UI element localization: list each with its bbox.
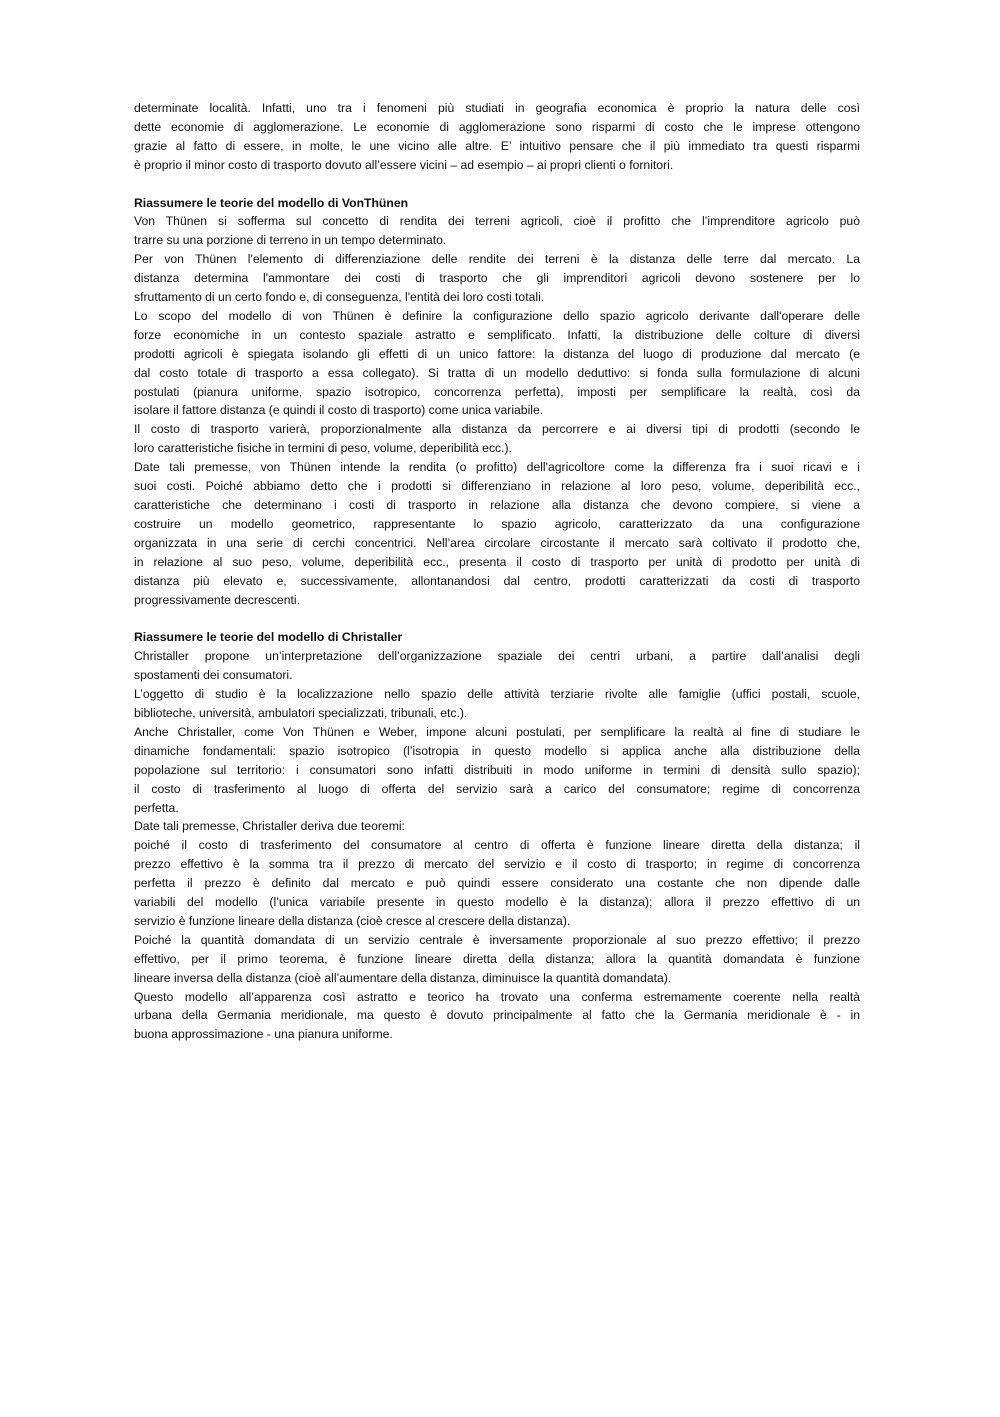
text-line: Questo modello all’apparenza così astratto e teorico ha trovato una conferma estremamente coerente nella realtà (134, 989, 860, 1004)
text-line: costruire un modello geometrico, rappresentante lo spazio agricolo, caratterizzato da una configurazione (134, 516, 860, 531)
text-line: isolare il fattore distanza (e quindi il costo di trasporto) come unica variabile. (134, 403, 544, 418)
text-line: determinate località. Infatti, uno tra i fenomeni più studiati in geografia economica è proprio la natura delle così (134, 101, 860, 115)
text-line: buona approssimazione - una pianura uniforme. (134, 1027, 393, 1042)
paragraph (134, 250, 860, 307)
text-line: Per von Thünen l'elemento di differenziazione delle rendite dei terreni è la distanza delle terre dal mercato. La (134, 252, 860, 267)
paragraph (134, 931, 860, 988)
paragraph (134, 836, 860, 931)
text-line: dinamiche fondamentali: spazio isotropico (l’isotropia in questo modello si applica anche alla distribuzione della (134, 743, 860, 758)
paragraph (134, 988, 860, 1045)
text-line: perfetta. (134, 800, 179, 815)
text-line: effettivo, per il primo teorema, è funzione lineare diretta della distanza; allora la quantità domandata è funzione (134, 951, 860, 966)
text-line: urbana della Germania meridionale, ma questo è dovuto principalmente al fatto che la Germania meridionale è - in (134, 1008, 860, 1023)
text-line: Anche Christaller, come Von Thünen e Weber, impone alcuni postulati, per semplificare la realtà al fine di studiare le (134, 724, 860, 739)
text-line: lineare inversa della distanza (cioè all’aumentare della distanza, diminuisce la quantità domandata). (134, 970, 672, 985)
text-line: L’oggetto di studio è la localizzazione nello spazio delle attività terziarie rivolte alle famiglie (uffici postali, scuole, (134, 687, 860, 702)
text-line: Poiché la quantità domandata di un servizio centrale è inversamente proporzionale al suo prezzo effettivo; il prezzo (134, 932, 860, 947)
section-christaller (134, 628, 860, 1044)
text-line: caratteristiche che determinano i costi di trasporto in relazione alla distanza che devono compiere, si viene a (134, 498, 860, 513)
text-line: distanza determina l'ammontare dei costi di trasporto che gli imprenditori agricoli devono sostenere per lo (134, 271, 860, 286)
text-line: trarre su una porzione di terreno in un tempo determinato. (134, 233, 447, 248)
text-line: perfetta il prezzo è definito dal mercato e può quindi essere considerato una costante che non dipende dalle (134, 876, 860, 891)
text-line: grazie al fatto di essere, in molte, le une vicino alle altre. E’ intuitivo pensare che il più immediato tra questi risparmi (134, 138, 860, 153)
text-line: variabili del modello (l’unica variabile presente in questo modello è la distanza); allora il prezzo effettivo di un (134, 895, 860, 910)
paragraph (134, 817, 860, 836)
text-line: poiché il costo di trasferimento del consumatore al centro di offerta è funzione lineare diretta della distanza; il (134, 838, 860, 853)
paragraph (134, 458, 860, 609)
paragraph (134, 647, 860, 685)
text-line: distanza più elevato e, successivamente, allontanandosi dal centro, prodotti caratterizzati da costi di trasporto (134, 573, 860, 588)
text-line: Il costo di trasporto varierà, proporzionalmente alla distanza da percorrere e ai diversi tipi di prodotti (secondo le (134, 422, 860, 437)
text-line: Date tali premesse, von Thünen intende la rendita (o profitto) dell'agricoltore come la differenza fra i suoi ricavi e i (134, 460, 860, 475)
text-line: è proprio il minor costo di trasporto dovuto all’essere vicini – ad esempio – ai propri clienti o fornitori. (134, 157, 674, 172)
section-von-thunen (134, 194, 860, 610)
text-line: forze economiche in un contesto spaziale astratto e semplificato. Infatti, la distribuzione delle colture di diversi (134, 327, 860, 342)
section-heading: Riassumere le teorie del modello di VonThünen (134, 195, 409, 210)
intro-paragraph (134, 99, 860, 175)
paragraph (134, 723, 860, 818)
text-line: postulati (pianura uniforme, spazio isotropico, concorrenza perfetta), imposti per semplificare la realtà, così da (134, 384, 860, 399)
text-line: sfruttamento di un certo fondo e, di conseguenza, l'entità dei loro costi totali. (134, 290, 545, 305)
text-line: Von Thünen si sofferma sul concetto di rendita dei terreni agricoli, cioè il profitto che l’imprenditore agricolo può (134, 214, 860, 229)
paragraph (134, 420, 860, 458)
text-line: suoi costi. Poiché abbiamo detto che i prodotti si differenziano in relazione al loro peso, volume, deperibilità ecc., (134, 479, 860, 494)
text-line: progressivamente decrescenti. (134, 592, 300, 607)
text-line: dal costo totale di trasporto a essa collegato). Si tratta di un modello deduttivo: si fonda sulla formulazione di alcuni (134, 365, 860, 380)
text-line: popolazione sul territorio: i consumatori sono infatti distribuiti in modo uniforme in termini di densità sullo spazio); (134, 762, 860, 777)
text-line: Lo scopo del modello di von Thünen è definire la configurazione dello spazio agricolo derivante dall'operare delle (134, 308, 860, 323)
text-line: spostamenti dei consumatori. (134, 668, 293, 683)
text-line: Date tali premesse, Christaller deriva due teoremi: (134, 819, 405, 834)
text-line: organizzata in una serie di cerchi concentrici. Nell’area circolare circostante il mercato sarà coltivato il prodotto che, (134, 535, 860, 550)
text-line: loro caratteristiche fisiche in termini di peso, volume, deperibilità ecc.). (134, 441, 512, 456)
paragraph (134, 307, 860, 420)
paragraph (134, 685, 860, 723)
section-heading: Riassumere le teorie del modello di Christaller (134, 630, 403, 645)
text-line: servizio è funzione lineare della distanza (cioè cresce al crescere della distanza). (134, 913, 571, 928)
text-line: Christaller propone un’interpretazione dell’organizzazione spaziale dei centri urbani, a partire dall’analisi degli (134, 649, 860, 664)
text-line: il costo di trasferimento al luogo di offerta del servizio sarà a carico del consumatore; regime di concorrenza (134, 781, 860, 796)
text-line: biblioteche, università, ambulatori specializzati, tribunali, etc.). (134, 705, 468, 720)
text-line: prodotti agricoli è spiegata isolando gli effetti di un unico fattore: la distanza del luogo di produzione dal mercato (e (134, 346, 860, 361)
blank-line (134, 175, 860, 194)
text-line: prezzo effettivo è la somma tra il prezzo di mercato del servizio e il costo di trasporto; in regime di concorrenza (134, 857, 860, 872)
blank-line (134, 609, 860, 628)
text-line: dette economie di agglomerazione. Le economie di agglomerazione sono risparmi di costo che le imprese ottengono (134, 119, 860, 134)
text-line: in relazione al suo peso, volume, deperibilità ecc., presenta il costo di trasporto per unità di prodotto per unità di (134, 554, 860, 569)
paragraph (134, 212, 860, 250)
document-page (134, 99, 860, 1044)
